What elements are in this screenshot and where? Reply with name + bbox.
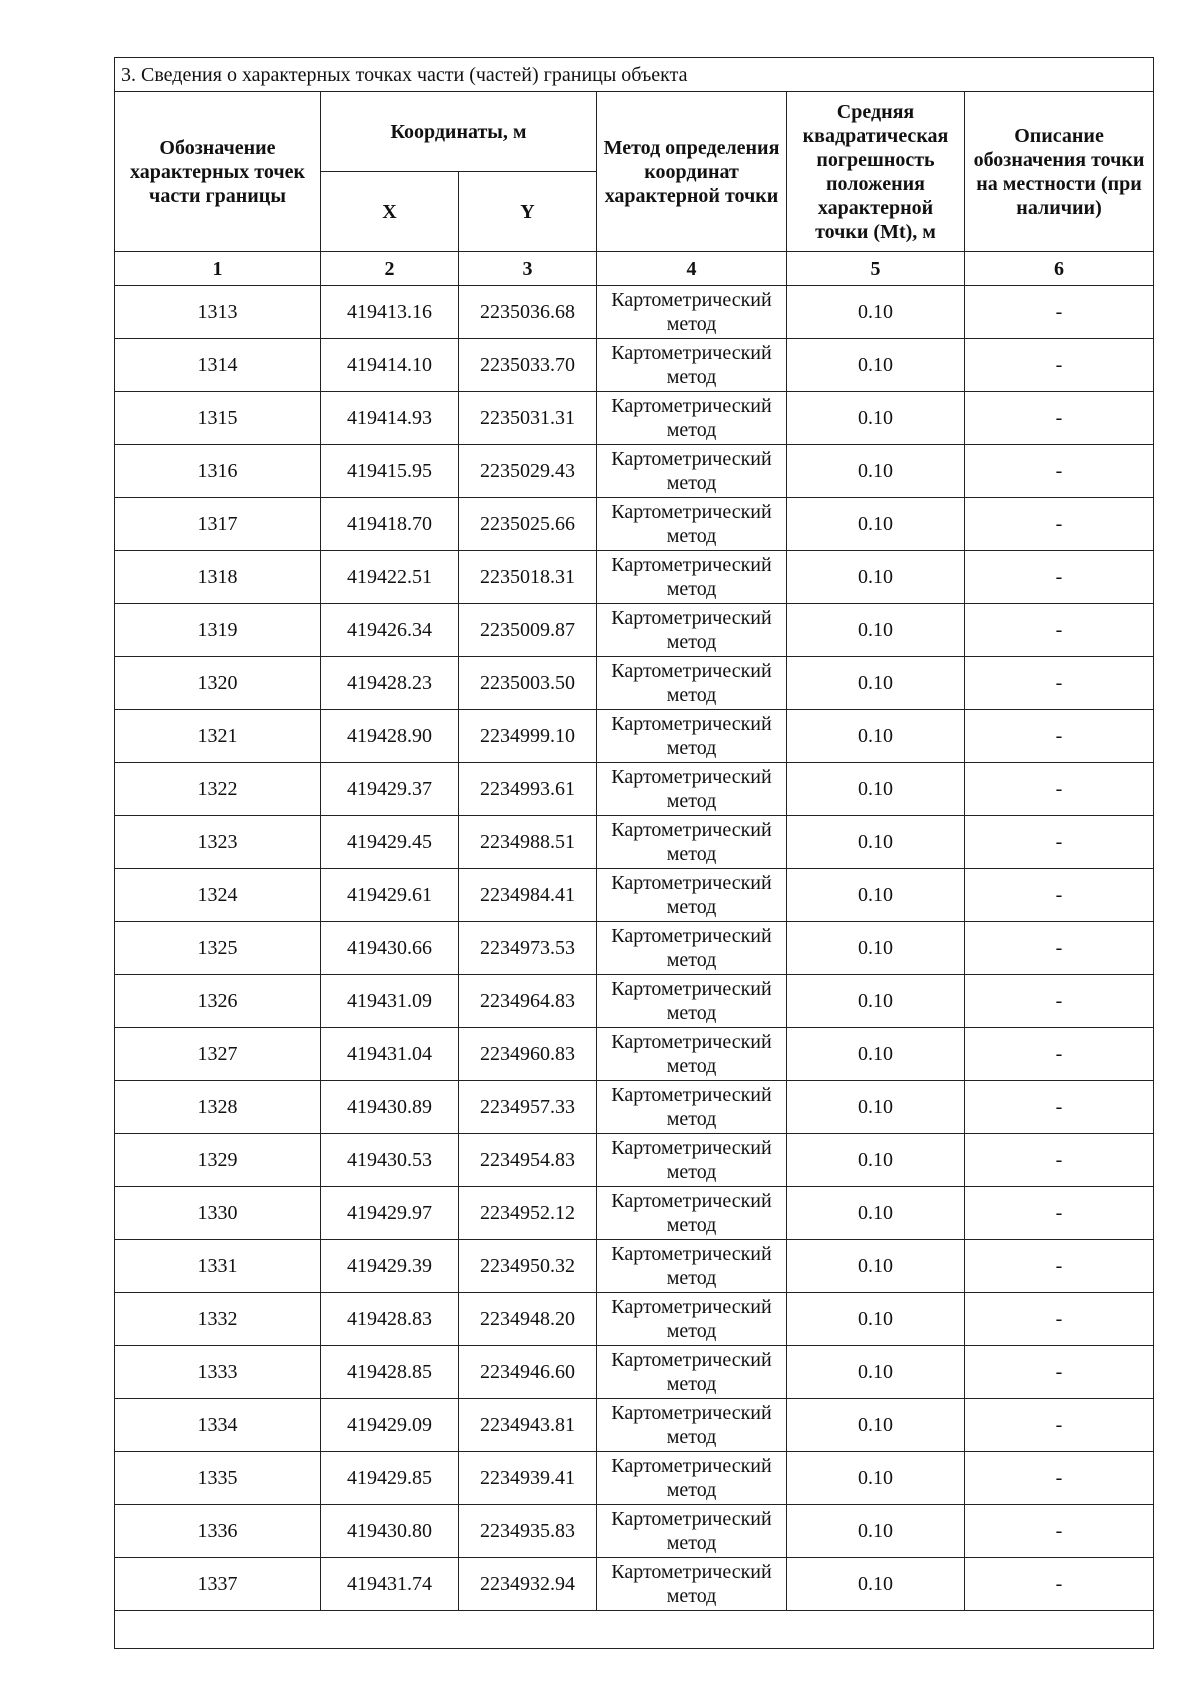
x-coordinate-cell: 419426.34 — [321, 604, 459, 657]
header-description: Описание обозначения точки на местности (при наличии) — [965, 92, 1154, 252]
table-row — [115, 922, 1154, 975]
table-row — [115, 339, 1154, 392]
method-line-1: Картометрический — [611, 607, 772, 629]
method-cell — [597, 445, 787, 498]
y-coordinate-cell: 2234946.60 — [459, 1346, 597, 1399]
mean-error-cell: 0.10 — [787, 286, 965, 339]
method-cell — [597, 1452, 787, 1505]
method-line-1: Картометрический — [611, 1455, 772, 1477]
description-cell: - — [965, 869, 1154, 922]
section-title: 3. Сведения о характерных точках части (частей) границы объекта — [115, 58, 1154, 92]
point-cell: 1335 — [115, 1452, 321, 1505]
y-coordinate-cell: 2234935.83 — [459, 1505, 597, 1558]
table-row — [115, 763, 1154, 816]
method-line-2: метод — [666, 1002, 717, 1024]
y-coordinate-cell: 2234939.41 — [459, 1452, 597, 1505]
table-row — [115, 1081, 1154, 1134]
y-coordinate-cell: 2235025.66 — [459, 498, 597, 551]
column-numbers-row — [115, 252, 1154, 286]
table-row — [115, 1346, 1154, 1399]
method-line-2: метод — [666, 1373, 717, 1395]
method-cell — [597, 975, 787, 1028]
method-line-2: метод — [666, 1267, 717, 1289]
y-coordinate-cell: 2235031.31 — [459, 392, 597, 445]
document-sheet — [114, 57, 1153, 1649]
method-cell — [597, 657, 787, 710]
header-point-designation: Обозначение характерных точек части границы — [115, 92, 321, 252]
method-line-1: Картометрический — [611, 395, 772, 417]
method-cell — [597, 1505, 787, 1558]
mean-error-cell: 0.10 — [787, 339, 965, 392]
table-row — [115, 1293, 1154, 1346]
method-cell — [597, 763, 787, 816]
method-cell — [597, 1028, 787, 1081]
description-cell: - — [965, 1293, 1154, 1346]
column-number: 6 — [965, 252, 1154, 286]
x-coordinate-cell: 419429.97 — [321, 1187, 459, 1240]
table-row — [115, 392, 1154, 445]
method-line-2: метод — [666, 1320, 717, 1342]
header-x: X — [321, 172, 459, 252]
method-line-1: Картометрический — [611, 1190, 772, 1212]
method-line-2: метод — [666, 896, 717, 918]
method-line-1: Картометрический — [611, 1031, 772, 1053]
x-coordinate-cell: 419429.09 — [321, 1399, 459, 1452]
table-row — [115, 657, 1154, 710]
table-row — [115, 1399, 1154, 1452]
method-line-1: Картометрический — [611, 713, 772, 735]
x-coordinate-cell: 419429.61 — [321, 869, 459, 922]
header-method: Метод определения координат характерной точки — [597, 92, 787, 252]
description-cell: - — [965, 1028, 1154, 1081]
method-cell — [597, 392, 787, 445]
y-coordinate-cell: 2234932.94 — [459, 1558, 597, 1611]
x-coordinate-cell: 419430.53 — [321, 1134, 459, 1187]
x-coordinate-cell: 419430.66 — [321, 922, 459, 975]
table-row — [115, 1134, 1154, 1187]
method-line-2: метод — [666, 1532, 717, 1554]
point-cell: 1329 — [115, 1134, 321, 1187]
method-line-2: метод — [666, 313, 717, 335]
method-cell — [597, 710, 787, 763]
boundary-points-table — [114, 57, 1154, 1649]
description-cell: - — [965, 392, 1154, 445]
mean-error-cell: 0.10 — [787, 657, 965, 710]
table-body — [115, 286, 1154, 1611]
description-cell: - — [965, 498, 1154, 551]
x-coordinate-cell: 419430.80 — [321, 1505, 459, 1558]
table-row — [115, 498, 1154, 551]
y-coordinate-cell: 2234952.12 — [459, 1187, 597, 1240]
description-cell: - — [965, 763, 1154, 816]
method-line-1: Картометрический — [611, 1243, 772, 1265]
description-cell: - — [965, 816, 1154, 869]
method-line-1: Картометрический — [611, 289, 772, 311]
point-cell: 1320 — [115, 657, 321, 710]
y-coordinate-cell: 2234943.81 — [459, 1399, 597, 1452]
table-row — [115, 604, 1154, 657]
description-cell: - — [965, 975, 1154, 1028]
point-cell: 1323 — [115, 816, 321, 869]
mean-error-cell: 0.10 — [787, 816, 965, 869]
header-coordinates: Координаты, м — [321, 92, 597, 172]
y-coordinate-cell: 2234950.32 — [459, 1240, 597, 1293]
mean-error-cell: 0.10 — [787, 1346, 965, 1399]
x-coordinate-cell: 419422.51 — [321, 551, 459, 604]
method-cell — [597, 1134, 787, 1187]
table-row — [115, 1505, 1154, 1558]
point-cell: 1324 — [115, 869, 321, 922]
description-cell: - — [965, 1346, 1154, 1399]
method-cell — [597, 498, 787, 551]
y-coordinate-cell: 2234973.53 — [459, 922, 597, 975]
method-line-2: метод — [666, 843, 717, 865]
method-line-2: метод — [666, 1108, 717, 1130]
point-cell: 1315 — [115, 392, 321, 445]
method-cell — [597, 551, 787, 604]
method-cell — [597, 1081, 787, 1134]
y-coordinate-cell: 2234948.20 — [459, 1293, 597, 1346]
header-row-1 — [115, 92, 1154, 172]
y-coordinate-cell: 2234957.33 — [459, 1081, 597, 1134]
y-coordinate-cell: 2234964.83 — [459, 975, 597, 1028]
method-cell — [597, 1293, 787, 1346]
method-line-1: Картометрический — [611, 1137, 772, 1159]
method-line-2: метод — [666, 419, 717, 441]
y-coordinate-cell: 2235036.68 — [459, 286, 597, 339]
mean-error-cell: 0.10 — [787, 445, 965, 498]
y-coordinate-cell: 2235033.70 — [459, 339, 597, 392]
y-coordinate-cell: 2234999.10 — [459, 710, 597, 763]
point-cell: 1314 — [115, 339, 321, 392]
point-cell: 1321 — [115, 710, 321, 763]
method-line-1: Картометрический — [611, 1296, 772, 1318]
mean-error-cell: 0.10 — [787, 1081, 965, 1134]
x-coordinate-cell: 419414.10 — [321, 339, 459, 392]
table-row — [115, 1187, 1154, 1240]
table-row — [115, 816, 1154, 869]
method-line-2: метод — [666, 472, 717, 494]
method-cell — [597, 1558, 787, 1611]
table-row — [115, 1452, 1154, 1505]
mean-error-cell: 0.10 — [787, 1187, 965, 1240]
description-cell: - — [965, 710, 1154, 763]
point-cell: 1330 — [115, 1187, 321, 1240]
mean-error-cell: 0.10 — [787, 1558, 965, 1611]
description-cell: - — [965, 1452, 1154, 1505]
point-cell: 1328 — [115, 1081, 321, 1134]
point-cell: 1319 — [115, 604, 321, 657]
method-cell — [597, 1346, 787, 1399]
column-number: 2 — [321, 252, 459, 286]
mean-error-cell: 0.10 — [787, 498, 965, 551]
y-coordinate-cell: 2235029.43 — [459, 445, 597, 498]
header-y: Y — [459, 172, 597, 252]
description-cell: - — [965, 286, 1154, 339]
table-footer-row — [115, 1611, 1154, 1649]
mean-error-cell: 0.10 — [787, 1240, 965, 1293]
method-line-2: метод — [666, 1214, 717, 1236]
y-coordinate-cell: 2234960.83 — [459, 1028, 597, 1081]
table-row — [115, 1240, 1154, 1293]
mean-error-cell: 0.10 — [787, 922, 965, 975]
method-line-2: метод — [666, 1161, 717, 1183]
method-cell — [597, 869, 787, 922]
x-coordinate-cell: 419429.39 — [321, 1240, 459, 1293]
column-number: 3 — [459, 252, 597, 286]
description-cell: - — [965, 922, 1154, 975]
point-cell: 1334 — [115, 1399, 321, 1452]
x-coordinate-cell: 419413.16 — [321, 286, 459, 339]
mean-error-cell: 0.10 — [787, 392, 965, 445]
method-cell — [597, 1187, 787, 1240]
point-cell: 1316 — [115, 445, 321, 498]
method-line-2: метод — [666, 1479, 717, 1501]
method-line-2: метод — [666, 578, 717, 600]
x-coordinate-cell: 419429.37 — [321, 763, 459, 816]
method-cell — [597, 286, 787, 339]
method-line-1: Картометрический — [611, 660, 772, 682]
y-coordinate-cell: 2235003.50 — [459, 657, 597, 710]
description-cell: - — [965, 1240, 1154, 1293]
table-row — [115, 710, 1154, 763]
x-coordinate-cell: 419430.89 — [321, 1081, 459, 1134]
description-cell: - — [965, 1187, 1154, 1240]
mean-error-cell: 0.10 — [787, 1452, 965, 1505]
description-cell: - — [965, 1081, 1154, 1134]
method-line-2: метод — [666, 631, 717, 653]
x-coordinate-cell: 419428.85 — [321, 1346, 459, 1399]
method-line-2: метод — [666, 1426, 717, 1448]
point-cell: 1337 — [115, 1558, 321, 1611]
mean-error-cell: 0.10 — [787, 1293, 965, 1346]
method-line-2: метод — [666, 525, 717, 547]
method-line-1: Картометрический — [611, 1084, 772, 1106]
y-coordinate-cell: 2235018.31 — [459, 551, 597, 604]
description-cell: - — [965, 657, 1154, 710]
method-cell — [597, 604, 787, 657]
method-line-1: Картометрический — [611, 766, 772, 788]
method-line-1: Картометрический — [611, 1508, 772, 1530]
point-cell: 1327 — [115, 1028, 321, 1081]
description-cell: - — [965, 339, 1154, 392]
method-line-1: Картометрический — [611, 1561, 772, 1583]
method-line-1: Картометрический — [611, 872, 772, 894]
table-row — [115, 869, 1154, 922]
x-coordinate-cell: 419431.09 — [321, 975, 459, 1028]
description-cell: - — [965, 551, 1154, 604]
method-cell — [597, 922, 787, 975]
column-number: 4 — [597, 252, 787, 286]
description-cell: - — [965, 1134, 1154, 1187]
x-coordinate-cell: 419415.95 — [321, 445, 459, 498]
description-cell: - — [965, 1399, 1154, 1452]
point-cell: 1313 — [115, 286, 321, 339]
mean-error-cell: 0.10 — [787, 763, 965, 816]
point-cell: 1317 — [115, 498, 321, 551]
method-line-2: метод — [666, 1055, 717, 1077]
point-cell: 1332 — [115, 1293, 321, 1346]
method-line-2: метод — [666, 737, 717, 759]
y-coordinate-cell: 2234954.83 — [459, 1134, 597, 1187]
x-coordinate-cell: 419431.04 — [321, 1028, 459, 1081]
point-cell: 1333 — [115, 1346, 321, 1399]
mean-error-cell: 0.10 — [787, 551, 965, 604]
method-line-2: метод — [666, 366, 717, 388]
point-cell: 1325 — [115, 922, 321, 975]
method-line-1: Картометрический — [611, 925, 772, 947]
method-line-1: Картометрический — [611, 1402, 772, 1424]
method-line-2: метод — [666, 684, 717, 706]
method-line-1: Картометрический — [611, 501, 772, 523]
method-cell — [597, 339, 787, 392]
table-footer-cell — [115, 1611, 1154, 1649]
description-cell: - — [965, 1558, 1154, 1611]
y-coordinate-cell: 2234984.41 — [459, 869, 597, 922]
method-line-1: Картометрический — [611, 342, 772, 364]
method-line-2: метод — [666, 790, 717, 812]
point-cell: 1336 — [115, 1505, 321, 1558]
x-coordinate-cell: 419414.93 — [321, 392, 459, 445]
table-row — [115, 551, 1154, 604]
mean-error-cell: 0.10 — [787, 975, 965, 1028]
x-coordinate-cell: 419431.74 — [321, 1558, 459, 1611]
method-line-1: Картометрический — [611, 978, 772, 1000]
point-cell: 1322 — [115, 763, 321, 816]
method-cell — [597, 1399, 787, 1452]
description-cell: - — [965, 604, 1154, 657]
method-line-1: Картометрический — [611, 819, 772, 841]
y-coordinate-cell: 2234993.61 — [459, 763, 597, 816]
table-row — [115, 286, 1154, 339]
table-row — [115, 445, 1154, 498]
x-coordinate-cell: 419429.85 — [321, 1452, 459, 1505]
mean-error-cell: 0.10 — [787, 1028, 965, 1081]
table-row — [115, 1028, 1154, 1081]
mean-error-cell: 0.10 — [787, 710, 965, 763]
y-coordinate-cell: 2235009.87 — [459, 604, 597, 657]
point-cell: 1331 — [115, 1240, 321, 1293]
mean-error-cell: 0.10 — [787, 869, 965, 922]
description-cell: - — [965, 1505, 1154, 1558]
point-cell: 1318 — [115, 551, 321, 604]
x-coordinate-cell: 419428.23 — [321, 657, 459, 710]
x-coordinate-cell: 419429.45 — [321, 816, 459, 869]
section-title-row — [115, 58, 1154, 92]
method-line-2: метод — [666, 949, 717, 971]
mean-error-cell: 0.10 — [787, 1134, 965, 1187]
description-cell: - — [965, 445, 1154, 498]
x-coordinate-cell: 419418.70 — [321, 498, 459, 551]
x-coordinate-cell: 419428.83 — [321, 1293, 459, 1346]
method-line-1: Картометрический — [611, 554, 772, 576]
mean-error-cell: 0.10 — [787, 1505, 965, 1558]
y-coordinate-cell: 2234988.51 — [459, 816, 597, 869]
table-row — [115, 975, 1154, 1028]
method-line-2: метод — [666, 1585, 717, 1607]
table-row — [115, 1558, 1154, 1611]
method-line-1: Картометрический — [611, 448, 772, 470]
method-cell — [597, 816, 787, 869]
header-mean-error: Средняя квадратическая погрешность положения характерной точки (Mt), м — [787, 92, 965, 252]
column-number: 5 — [787, 252, 965, 286]
column-number: 1 — [115, 252, 321, 286]
x-coordinate-cell: 419428.90 — [321, 710, 459, 763]
mean-error-cell: 0.10 — [787, 604, 965, 657]
method-line-1: Картометрический — [611, 1349, 772, 1371]
point-cell: 1326 — [115, 975, 321, 1028]
mean-error-cell: 0.10 — [787, 1399, 965, 1452]
method-cell — [597, 1240, 787, 1293]
